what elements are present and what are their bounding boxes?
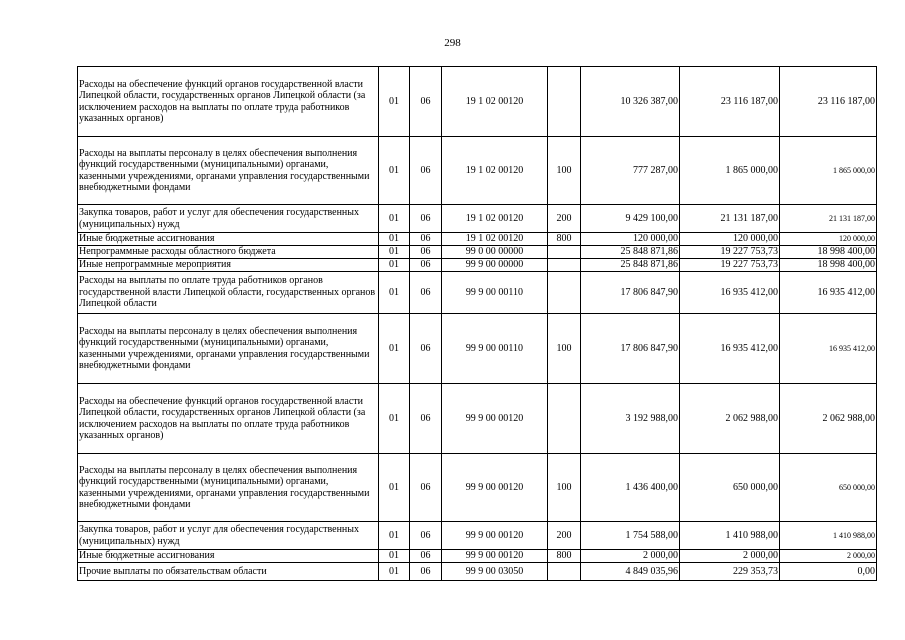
table-row	[78, 563, 877, 581]
amount-year1-cell: 120 000,00	[581, 233, 680, 246]
budget-table	[77, 66, 877, 581]
table-row	[78, 67, 877, 137]
expense-type-cell	[548, 384, 581, 454]
target-article-cell: 99 9 00 00110	[442, 314, 548, 384]
amount-year2-cell: 19 227 753,73	[680, 259, 780, 272]
section-code-cell: 01	[379, 314, 410, 384]
subsection-code-cell: 06	[410, 563, 442, 581]
amount-year3-cell: 1 865 000,00	[780, 137, 877, 205]
subsection-code-cell: 06	[410, 454, 442, 522]
table-row	[78, 246, 877, 259]
section-code-cell: 01	[379, 272, 410, 314]
expense-name-cell: Расходы на выплаты персоналу в целях обеспечения выполнения функций государственными (муниципальными) органами, казенными учреждениями, органами управления государственными внебюджетными фондами	[78, 454, 379, 522]
amount-year1-cell: 17 806 847,90	[581, 272, 680, 314]
amount-year3-cell: 120 000,00	[780, 233, 877, 246]
amount-year3-cell: 16 935 412,00	[780, 314, 877, 384]
section-code-cell: 01	[379, 205, 410, 233]
amount-year1-cell: 9 429 100,00	[581, 205, 680, 233]
page-number: 298	[444, 37, 461, 49]
table-row	[78, 550, 877, 563]
amount-year2-cell: 16 935 412,00	[680, 314, 780, 384]
amount-year2-cell: 650 000,00	[680, 454, 780, 522]
amount-year2-cell: 1 410 988,00	[680, 522, 780, 550]
target-article-cell: 19 1 02 00120	[442, 137, 548, 205]
subsection-code-cell: 06	[410, 272, 442, 314]
table-row	[78, 522, 877, 550]
amount-year3-cell: 18 998 400,00	[780, 259, 877, 272]
target-article-cell: 99 9 00 00120	[442, 550, 548, 563]
section-code-cell: 01	[379, 233, 410, 246]
subsection-code-cell: 06	[410, 314, 442, 384]
expense-type-cell: 100	[548, 454, 581, 522]
expense-type-cell	[548, 259, 581, 272]
expense-type-cell	[548, 272, 581, 314]
amount-year3-cell: 18 998 400,00	[780, 246, 877, 259]
expense-type-cell	[548, 67, 581, 137]
amount-year3-cell: 2 062 988,00	[780, 384, 877, 454]
amount-year1-cell: 1 436 400,00	[581, 454, 680, 522]
table-row	[78, 233, 877, 246]
subsection-code-cell: 06	[410, 259, 442, 272]
amount-year1-cell: 777 287,00	[581, 137, 680, 205]
table-row	[78, 137, 877, 205]
target-article-cell: 99 9 00 03050	[442, 563, 548, 581]
subsection-code-cell: 06	[410, 137, 442, 205]
expense-type-cell: 800	[548, 550, 581, 563]
expense-name-cell: Расходы на выплаты персоналу в целях обеспечения выполнения функций государственными (муниципальными) органами, казенными учреждениями, органами управления государственными внебюджетными фондами	[78, 314, 379, 384]
amount-year2-cell: 19 227 753,73	[680, 246, 780, 259]
amount-year3-cell: 21 131 187,00	[780, 205, 877, 233]
expense-name-cell: Прочие выплаты по обязательствам области	[78, 563, 379, 581]
target-article-cell: 19 1 02 00120	[442, 233, 548, 246]
amount-year1-cell: 17 806 847,90	[581, 314, 680, 384]
amount-year1-cell: 2 000,00	[581, 550, 680, 563]
amount-year3-cell: 2 000,00	[780, 550, 877, 563]
expense-name-cell: Расходы на выплаты по оплате труда работников органов государственной власти Липецкой области, государственных органов Липецкой области	[78, 272, 379, 314]
target-article-cell: 19 1 02 00120	[442, 205, 548, 233]
expense-type-cell: 200	[548, 522, 581, 550]
expense-type-cell: 200	[548, 205, 581, 233]
subsection-code-cell: 06	[410, 205, 442, 233]
subsection-code-cell: 06	[410, 233, 442, 246]
table-row	[78, 205, 877, 233]
table-row	[78, 454, 877, 522]
expense-type-cell	[548, 563, 581, 581]
section-code-cell: 01	[379, 550, 410, 563]
expense-name-cell: Расходы на обеспечение функций органов государственной власти Липецкой области, государственных органов Липецкой области (за исключением расходов на выплаты по оплате труда работников указанных органов)	[78, 384, 379, 454]
amount-year3-cell: 16 935 412,00	[780, 272, 877, 314]
section-code-cell: 01	[379, 522, 410, 550]
section-code-cell: 01	[379, 259, 410, 272]
expense-type-cell: 100	[548, 137, 581, 205]
amount-year2-cell: 16 935 412,00	[680, 272, 780, 314]
section-code-cell: 01	[379, 454, 410, 522]
target-article-cell: 99 9 00 00120	[442, 384, 548, 454]
amount-year3-cell: 23 116 187,00	[780, 67, 877, 137]
subsection-code-cell: 06	[410, 384, 442, 454]
expense-name-cell: Расходы на обеспечение функций органов государственной власти Липецкой области, государственных органов Липецкой области (за исключением расходов на выплаты по оплате труда работников указанных органов)	[78, 67, 379, 137]
target-article-cell: 99 9 00 00120	[442, 454, 548, 522]
expense-name-cell: Закупка товаров, работ и услуг для обеспечения государственных (муниципальных) нужд	[78, 205, 379, 233]
expense-type-cell: 100	[548, 314, 581, 384]
amount-year2-cell: 21 131 187,00	[680, 205, 780, 233]
expense-name-cell: Иные бюджетные ассигнования	[78, 550, 379, 563]
amount-year2-cell: 120 000,00	[680, 233, 780, 246]
target-article-cell: 99 0 00 00000	[442, 246, 548, 259]
amount-year2-cell: 23 116 187,00	[680, 67, 780, 137]
expense-name-cell: Расходы на выплаты персоналу в целях обеспечения выполнения функций государственными (муниципальными) органами, казенными учреждениями, органами управления государственными внебюджетными фондами	[78, 137, 379, 205]
amount-year1-cell: 25 848 871,86	[581, 246, 680, 259]
amount-year3-cell: 1 410 988,00	[780, 522, 877, 550]
amount-year1-cell: 4 849 035,96	[581, 563, 680, 581]
amount-year2-cell: 229 353,73	[680, 563, 780, 581]
table-row	[78, 384, 877, 454]
expense-name-cell: Непрограммные расходы областного бюджета	[78, 246, 379, 259]
amount-year2-cell: 1 865 000,00	[680, 137, 780, 205]
table-row	[78, 272, 877, 314]
section-code-cell: 01	[379, 563, 410, 581]
target-article-cell: 19 1 02 00120	[442, 67, 548, 137]
expense-name-cell: Иные непрограммные мероприятия	[78, 259, 379, 272]
amount-year1-cell: 1 754 588,00	[581, 522, 680, 550]
subsection-code-cell: 06	[410, 246, 442, 259]
expense-name-cell: Закупка товаров, работ и услуг для обеспечения государственных (муниципальных) нужд	[78, 522, 379, 550]
amount-year3-cell: 650 000,00	[780, 454, 877, 522]
amount-year2-cell: 2 062 988,00	[680, 384, 780, 454]
table-row	[78, 259, 877, 272]
amount-year1-cell: 25 848 871,86	[581, 259, 680, 272]
section-code-cell: 01	[379, 384, 410, 454]
amount-year2-cell: 2 000,00	[680, 550, 780, 563]
expense-type-cell: 800	[548, 233, 581, 246]
target-article-cell: 99 9 00 00120	[442, 522, 548, 550]
expense-type-cell	[548, 246, 581, 259]
amount-year1-cell: 10 326 387,00	[581, 67, 680, 137]
section-code-cell: 01	[379, 67, 410, 137]
section-code-cell: 01	[379, 137, 410, 205]
amount-year1-cell: 3 192 988,00	[581, 384, 680, 454]
table-row	[78, 314, 877, 384]
target-article-cell: 99 9 00 00110	[442, 272, 548, 314]
subsection-code-cell: 06	[410, 550, 442, 563]
subsection-code-cell: 06	[410, 522, 442, 550]
target-article-cell: 99 9 00 00000	[442, 259, 548, 272]
subsection-code-cell: 06	[410, 67, 442, 137]
amount-year3-cell: 0,00	[780, 563, 877, 581]
expense-name-cell: Иные бюджетные ассигнования	[78, 233, 379, 246]
section-code-cell: 01	[379, 246, 410, 259]
